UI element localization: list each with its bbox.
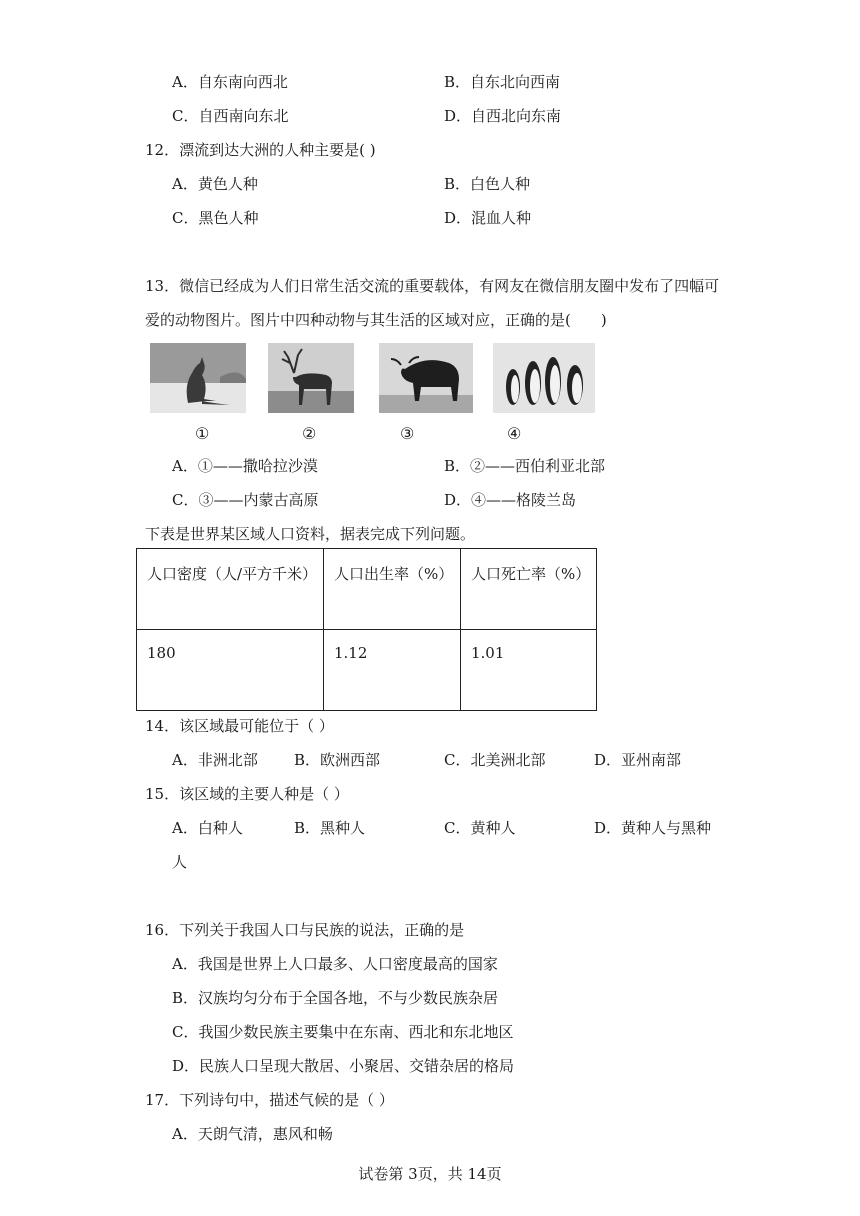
q14-option-c: C．北美洲北部 (444, 751, 546, 769)
q11-option-c: C．自西南向东北 (172, 107, 289, 125)
q15-option-d: D．黄种人与黑种 (594, 819, 712, 837)
q13-caption-4: ④ (507, 424, 522, 443)
table-row (137, 630, 597, 711)
q12-option-c: C．黑色人种 (172, 209, 259, 227)
q12-stem: 12．漂流到达大洲的人种主要是( ) (145, 141, 376, 159)
table-intro: 下表是世界某区域人口资料，据表完成下列问题。 (145, 525, 476, 543)
population-table (136, 548, 597, 711)
table-header-birth-rate: 人口出生率（%） (324, 549, 461, 630)
penguins-photo (493, 343, 595, 413)
table-cell-birth-rate: 1.12 (324, 630, 461, 711)
q13-stem-line2: 爱的动物图片。图片中四种动物与其生活的区域对应，正确的是( ) (145, 311, 607, 329)
q14-option-d: D．亚州南部 (594, 751, 682, 769)
q11-option-b: B．自东北向西南 (444, 73, 561, 91)
q14-option-b: B．欧洲西部 (294, 751, 381, 769)
table-header-death-rate: 人口死亡率（%） (461, 549, 597, 630)
page-footer: 试卷第 3页，共 14页 (358, 1165, 502, 1183)
q13-option-b: B．②——西伯利亚北部 (444, 457, 606, 475)
q17-option-a: A．天朗气清，惠风和畅 (172, 1125, 333, 1143)
q16-option-a: A．我国是世界上人口最多、人口密度最高的国家 (172, 955, 498, 973)
q15-option-c: C．黄种人 (444, 819, 516, 837)
q13-option-a: A．①——撒哈拉沙漠 (172, 457, 318, 475)
table-cell-density: 180 (137, 630, 324, 711)
table-header-density: 人口密度（人/平方千米） (137, 549, 324, 630)
q12-option-d: D．混血人种 (444, 209, 532, 227)
q16-option-b: B．汉族均匀分布于全国各地，不与少数民族杂居 (172, 989, 499, 1007)
q14-option-a: A．非洲北部 (172, 751, 258, 769)
q15-stem: 15．该区域的主要人种是（ ） (145, 785, 349, 803)
q15-option-a: A．白种人 (172, 819, 243, 837)
q13-caption-1: ① (195, 424, 210, 443)
q16-option-c: C．我国少数民族主要集中在东南、西北和东北地区 (172, 1023, 514, 1041)
kangaroo-photo (150, 343, 246, 413)
q13-option-c: C．③——内蒙古高原 (172, 491, 319, 509)
q16-option-d: D．民族人口呈现大散居、小聚居、交错杂居的格局 (172, 1057, 515, 1075)
q11-option-a: A．自东南向西北 (172, 73, 288, 91)
q12-option-a: A．黄色人种 (172, 175, 258, 193)
table-header-row (137, 549, 597, 630)
q14-stem: 14．该区域最可能位于（ ） (145, 717, 334, 735)
q13-caption-2: ② (302, 424, 317, 443)
table-cell-death-rate: 1.01 (461, 630, 597, 711)
q17-stem: 17．下列诗句中，描述气候的是（ ） (145, 1091, 394, 1109)
q12-option-b: B．白色人种 (444, 175, 531, 193)
q16-stem: 16．下列关于我国人口与民族的说法，正确的是 (145, 921, 465, 939)
yak-photo (379, 343, 473, 413)
q13-stem-line1: 13．微信已经成为人们日常生活交流的重要载体，有网友在微信朋友圈中发布了四幅可 (145, 277, 720, 295)
q15-option-d-wrap: 人 (172, 853, 188, 871)
q11-option-d: D．自西北向东南 (444, 107, 562, 125)
q15-option-b: B．黑种人 (294, 819, 366, 837)
q13-option-d: D．④——格陵兰岛 (444, 491, 577, 509)
reindeer-photo (268, 343, 354, 413)
q13-caption-3: ③ (400, 424, 415, 443)
